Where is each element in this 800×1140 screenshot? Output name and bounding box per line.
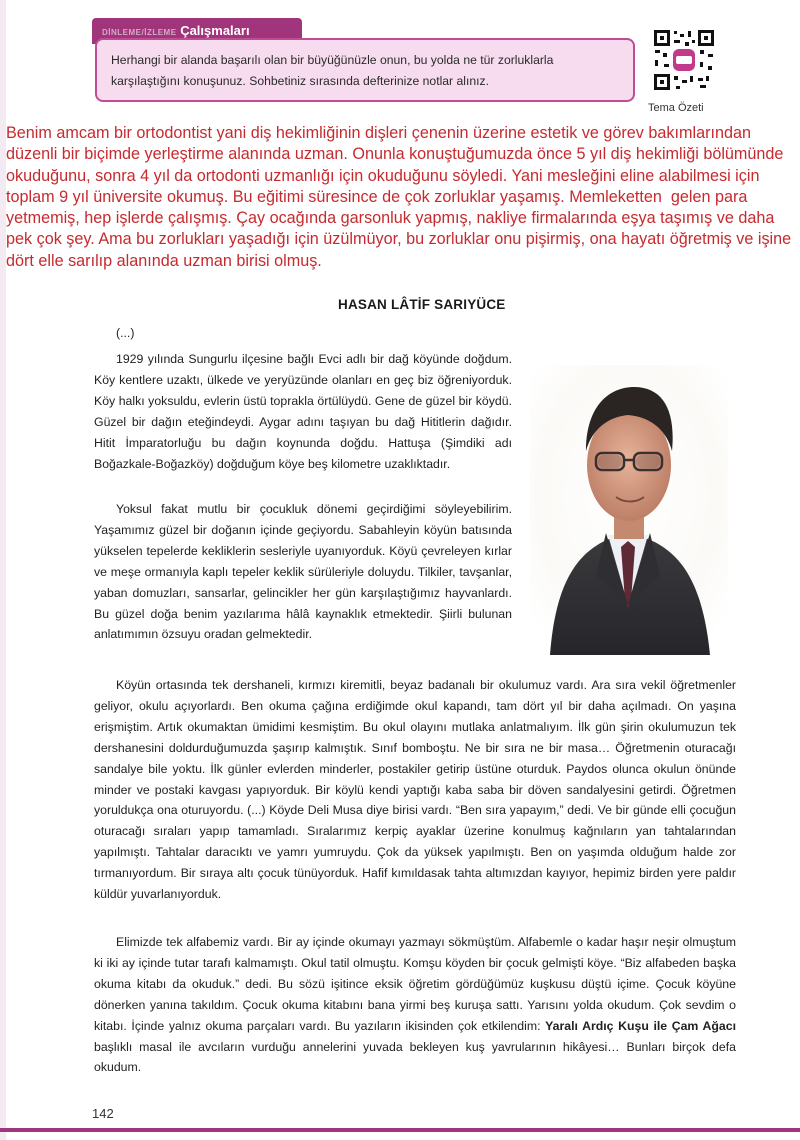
paragraph-1-text: 1929 yılında Sungurlu ilçesine bağlı Evci adlı bir dağ köyünde doğdum. Köy kentlere uzaktı, ülkede ve yeryüzünde olanları en geç biz öğreniyorduk. Köy halkı yoksuldu, evlerin üstü toprakla örtülüydü. Gene de güzel bir köydü. Güzel bir dağın eteğindeydi. Aygar adını taşıyan bu dağ Hititlerin dağıdır. Hitit İmparatorluğu bu dağın koynunda doğdu. Hattuşa (Şimdiki adı Boğazkale-Boğazköy) doğduğum köye beş kilometre uzaklıktadır. — [94, 352, 512, 471]
article-ellipsis — [116, 323, 176, 344]
paragraph-4-story-title: Yaralı Ardıç Kuşu ile Çam Ağacı — [545, 1018, 736, 1033]
student-note-text: Benim amcam bir ortodontist yani diş hekimliğinin dişleri çenenin üzerine estetik ve görev bakımlarından düzenli bir biçimde yerleştirme alanında uzman. Onunla konuştuğumuzda önce 5 yıl diş hekimliği bölümünde okuduğunu, sonra 4 yıl da ortodonti uzmanlığı için okuduğunu söyledi. Yani mesleğini eline alabilmesi için toplam 9 yıl üniversite okumuş. Bu eğitimi süresince de çok zorluklar yaşamış. Memleketten gelen para yetmemiş, hep işlerde çalışmış. Çay ocağında garsonluk yapmış, nakliye firmalarında eşya taşımış ve daha pek çok şey. Ama bu zorlukları yaşadığı için üzülmüyor, bu zorluklar onu pişirmiş, ona hayatı öğretmiş ve işine dört elle sarılıp alanında uzman birisi olmuş. — [6, 124, 796, 270]
article-paragraph-3 — [94, 675, 736, 905]
task-label-prefix: DİNLEME/İZLEME — [102, 28, 177, 37]
task-label-text: Çalışmaları — [180, 23, 250, 38]
task-instruction-box — [95, 38, 635, 102]
article-paragraph-4 — [94, 932, 736, 1078]
qr-code-icon[interactable] — [652, 28, 716, 92]
article-paragraph-1 — [94, 349, 512, 474]
task-instruction-text: Herhangi bir alanda başarılı olan bir büyüğünüzle onun, bu yolda ne tür zorluklarla karşılaştığını konuşunuz. Sohbetiniz sırasında defterinize notlar alınız. — [111, 53, 554, 88]
article-paragraph-2 — [94, 499, 512, 645]
paragraph-4-part-1: Elimizde tek alfabemiz vardı. Bir ay içinde okumayı yazmayı sökmüştüm. Alfabemle o kadar haşır neşir olmuştum ki iki ay içinde tutar tarafı kalmamıştı. Okul tatil olmuştu. Komşu köyden bir çocuk gelmişti köye. “Biz alfabeden başka okuma kitabı da okuduk.” dedi. Bu sözü işitince eksik öğretim gördüğümüz kuşkusu düştü içime. Çocuk köyüne dönerken yanına takıldım. Çocuk okuma kitabını bana yirmi beş kuruşa sattı. Yarısını yolda okudum. Çok sevdim o kitabı. İçinde yalnız okuma parçaları vardı. Bu yazıların ikisinden çok etkilendim: — [94, 935, 736, 1033]
handwritten-student-note — [6, 123, 796, 272]
article-title: HASAN LÂTİF SARIYÜCE — [338, 297, 506, 312]
paragraph-4-text — [94, 932, 736, 1078]
paragraph-4-part-2: başlıklı masal ile avcıların vurduğu annelerini yuvada bekleyen kuş yavrularının hikâyesi… Bunları birçok defa okudum. — [94, 1039, 736, 1075]
author-portrait-photo — [530, 365, 728, 655]
qr-caption: Tema Özeti — [648, 102, 704, 114]
page-number: 142 — [92, 1106, 114, 1121]
paragraph-3-text: Köyün ortasında tek dershaneli, kırmızı kiremitli, beyaz badanalı bir okulumuz vardı. Ara sıra vekil öğretmenler geliyor, okulu açıyorlardı. Ben okuma çağına erdiğimde okul kapandı, tam dört yıl bir daha açılmadı. On yaşına erişmiştim. Artık okumaktan ümidimi kesmiştim. Bu okul olayını mutlaka anlatmalıyım. İlk gün şirin okulumuzun tek dershanesini doldurduğumuzda şaşırıp kalmıştık. Sınıf bomboştu. Ne bir sıra ne bir masa… Öğretmenin oturacağı sandalye bile yoktu. İlk günler evlerden minderler, postakiler getirip üstüne oturduk. Paydos olunca okulun önünde minder ve postaki kavgası yapıyorduk. Bir köylü kendi yaptığı kaba saba bir döven sandalyesini getirdi. Öğretmen yoruldukça ona oturuyordu. (...) Köyde Deli Musa diye birisi vardı. “Ben sıra yapayım,” dedi. Ve bir günde elli çocuğun oturacağı sıraları yapıp tamamladı. Sıralarımız kerpiç ayaklar üzerine konulmuş kağnıların yan tahtalarından yapılmıştı. Tahtalar daracıktı ve yamrı yumruydu. Çok da yüksek yapılmıştı. Ben on yaşımda olduğum halde zor tırmanıyordum. Bir sıraya altı çocuk tünüyorduk. Hafif kımıldasak tahta altımızdan kayıyor, hepimiz birden yere paldır küldür yuvarlanıyorduk. — [94, 678, 736, 902]
footer-accent-bar — [0, 1128, 800, 1132]
paragraph-2-text: Yoksul fakat mutlu bir çocukluk dönemi geçirdiğimi söyleyebilirim. Yaşamımız güzel bir doğanın içinde geçiyordu. Sabahleyin köyün batısında yükselen tepelerde kekliklerin sesleriyle uyanıyorduk. Köyü çevreleyen kırlar ve meşe ormanıyla kaplı tepeler keklik sürüleriyle doluydu. Tilkiler, tavşanlar, yaban domuzları, sansarlar, gelincikler her gün karşılaştığımız hayvanlardı. Bu güzel doğa benim yazılarıma hâlâ kaynaklık etmektedir. Şiirli bulunan anlatımımın özsuyu oradan gelmektedir. — [94, 502, 512, 642]
ellipsis-text: (...) — [116, 326, 135, 340]
